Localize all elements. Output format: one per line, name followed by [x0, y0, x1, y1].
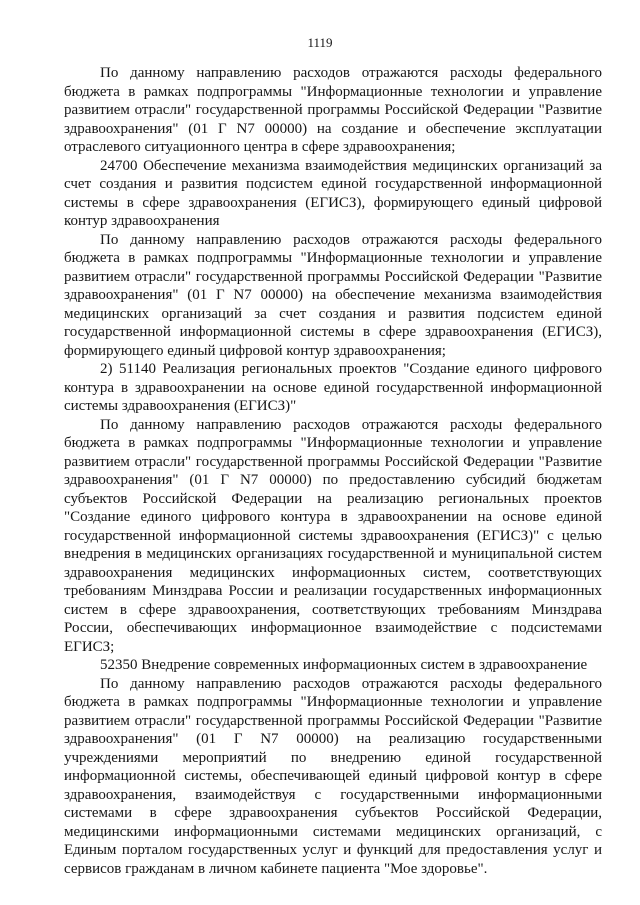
paragraph-5: По данному направлению расходов отражаются расходы федерального бюджета в рамках подпрограммы "Информационные технологии и управление развитием отрасли" государственной программы Российской Федерации "Развитие здравоохранения" (01 Г N7 00000) по предоставлению субсидий бюджетам субъектов Российской Федерации на реализацию региональных проектов "Создание единого цифрового контура в здравоохранении на основе единой государственной информационной системы здравоохранения (ЕГИСЗ)" с целью внедрения в медицинских организациях государственной и муниципальной систем здравоохранения медицинских информационных систем, соответствующих требованиям Минздрава России и реализации государственных информационных систем в сфере здравоохранения, соответствующих требованиям Минздрава России, обеспечивающих информационное взаимодействие с подсистемами ЕГИСЗ;: [64, 416, 602, 655]
paragraph-7: По данному направлению расходов отражаются расходы федерального бюджета в рамках подпрограммы "Информационные технологии и управление развитием отрасли" государственной программы Российской Федерации "Развитие здравоохранения" (01 Г N7 00000) на реализацию государственными учреждениями мероприятий по внедрению единой государственной информационной системы, обеспечивающей единый цифровой контур в сфере здравоохранения, взаимодействуя с государственными информационными системами в сфере здравоохранения субъектов Российской Федерации, медицинскими информационными системами медицинских организаций, с Единым порталом государственных услуг и функций для предоставления услуг и сервисов гражданам в личном кабинете пациента "Мое здоровье".: [64, 675, 602, 877]
paragraph-1: По данному направлению расходов отражаются расходы федерального бюджета в рамках подпрограммы "Информационные технологии и управление развитием отрасли" государственной программы Российской Федерации "Развитие здравоохранения" (01 Г N7 00000) на создание и обеспечение эксплуатации отраслевого ситуационного центра в сфере здравоохранения;: [64, 65, 602, 155]
paragraph-6: 52350 Внедрение современных информационных систем в здравоохранение: [100, 657, 588, 673]
page-number: 1119: [307, 35, 333, 50]
paragraph-2: 24700 Обеспечение механизма взаимодействия медицинских организаций за счет создания и развития подсистем единой государственной информационной системы в сфере здравоохранения (ЕГИСЗ), формирующего единый цифровой контур здравоохранения: [64, 157, 602, 229]
paragraph-3: По данному направлению расходов отражаются расходы федерального бюджета в рамках подпрограммы "Информационные технологии и управление развитием отрасли" государственной программы Российской Федерации "Развитие здравоохранения" (01 Г N7 00000) на обеспечение механизма взаимодействия медицинских организаций за счет создания и развития подсистем единой государственной информационной системы в сфере здравоохранения (ЕГИСЗ), формирующего единый цифровой контур здравоохранения;: [64, 231, 602, 359]
paragraph-4: 2) 51140 Реализация региональных проектов "Создание единого цифрового контура в здравоохранении на основе единой государственной информационной системы здравоохранения (ЕГИСЗ)": [64, 361, 602, 414]
document-body: [64, 64, 602, 878]
